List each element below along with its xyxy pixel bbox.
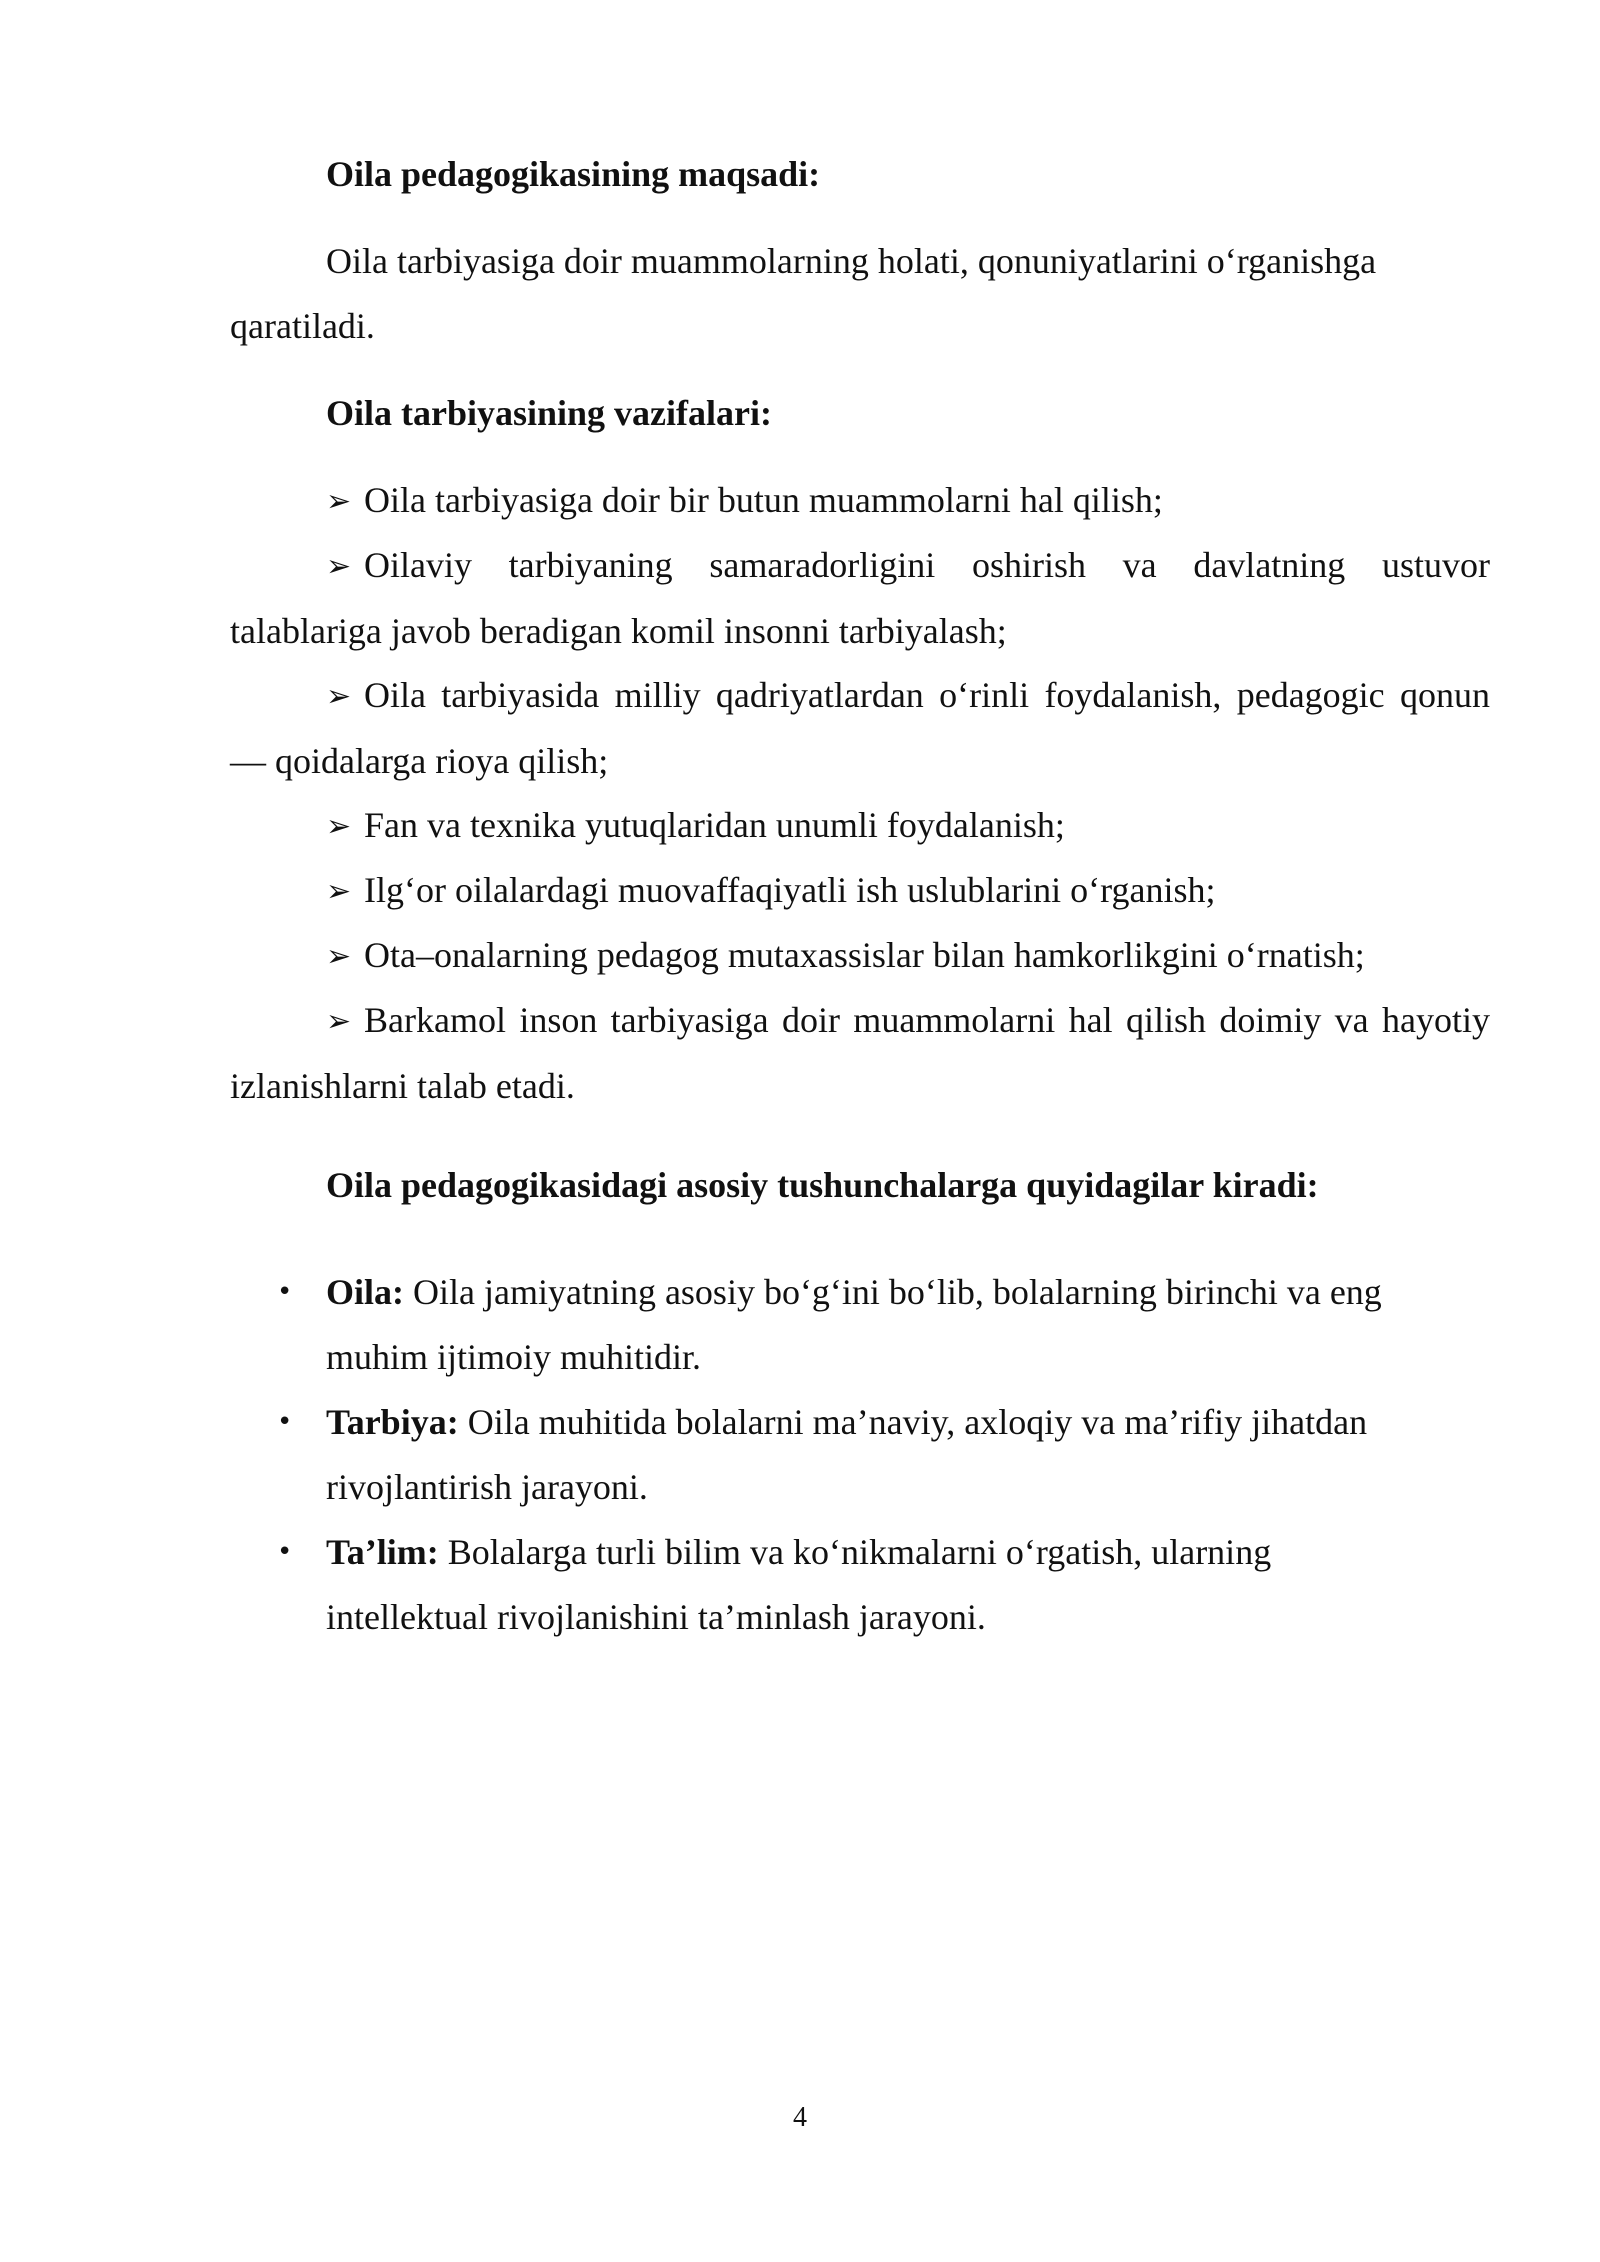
task-text: Oila tarbiyasida milliy qadriyatlardan o‘rinli foydalanish, pedagogic qonun (364, 675, 1490, 715)
task-text: Fan va texnika yutuqlaridan unumli foydalanish; (364, 805, 1065, 845)
heading-goal: Oila pedagogikasining maqsadi: (326, 154, 821, 194)
bullet-dot-icon: • (277, 1537, 293, 1567)
task-item (230, 923, 1490, 989)
bullet-dot-icon: • (277, 1277, 293, 1307)
task-text-continuation: talablariga javob beradigan komil insonni tarbiyalash; (230, 611, 1007, 651)
heading-tasks: Oila tarbiyasining vazifalari: (326, 393, 772, 433)
task-text: Ilg‘or oilalardagi muovaffaqiyatli ish uslublarini o‘rganish; (364, 870, 1216, 910)
task-text: Barkamol inson tarbiyasiga doir muammolarni hal qilish doimiy va hayotiy (364, 1000, 1490, 1040)
bullet-dot-icon: • (277, 1407, 293, 1437)
page-number: 4 (793, 2102, 807, 2133)
concept-definition: Oila jamiyatning asosiy bo‘g‘ini bo‘lib, bolalarning birinchi va eng (404, 1272, 1382, 1312)
task-item (230, 533, 1490, 664)
arrow-bullet-icon: ➢ (326, 679, 352, 714)
task-text: Oilaviy tarbiyaning samaradorligini oshirish va davlatning ustuvor (364, 545, 1490, 585)
goal-paragraph (230, 229, 1490, 359)
task-text-continuation: — qoidalarga rioya qilish; (230, 741, 609, 781)
goal-paragraph-line2: qaratiladi. (230, 306, 375, 346)
goal-paragraph-line1: Oila tarbiyasiga doir muammolarning holati, qonuniyatlarini o‘rganishga (326, 241, 1377, 281)
arrow-bullet-icon: ➢ (326, 809, 352, 844)
arrow-bullet-icon: ➢ (326, 484, 352, 519)
task-item (230, 468, 1490, 534)
task-item (230, 663, 1490, 794)
arrow-bullet-icon: ➢ (326, 549, 352, 584)
arrow-bullet-icon: ➢ (326, 939, 352, 974)
concept-definition-continuation: intellektual rivojlanishini ta’minlash jarayoni. (326, 1597, 986, 1637)
heading-concepts: Oila pedagogikasidagi asosiy tushunchalarga quyidagilar kiradi: (326, 1165, 1319, 1205)
arrow-bullet-icon: ➢ (326, 1004, 352, 1039)
task-text: Oila tarbiyasiga doir bir butun muammolarni hal qilish; (364, 480, 1163, 520)
task-item (230, 858, 1490, 924)
arrow-bullet-icon: ➢ (326, 874, 352, 909)
concept-definition-continuation: muhim ijtimoiy muhitidir. (326, 1337, 702, 1377)
concept-term: Oila: (326, 1272, 404, 1312)
task-item (230, 988, 1490, 1119)
concept-definition-continuation: rivojlantirish jarayoni. (326, 1467, 648, 1507)
concept-definition: Bolalarga turli bilim va ko‘nikmalarni o‘rgatish, ularning (438, 1532, 1272, 1572)
task-text-continuation: izlanishlarni talab etadi. (230, 1066, 575, 1106)
task-item (230, 793, 1490, 859)
concept-term: Tarbiya: (326, 1402, 459, 1442)
concept-term: Ta’lim: (326, 1532, 439, 1572)
concept-definition: Oila muhitida bolalarni ma’naviy, axloqiy va ma’rifiy jihatdan (458, 1402, 1368, 1442)
task-text: Ota–onalarning pedagog mutaxassislar bilan hamkorlikgini o‘rnatish; (364, 935, 1365, 975)
